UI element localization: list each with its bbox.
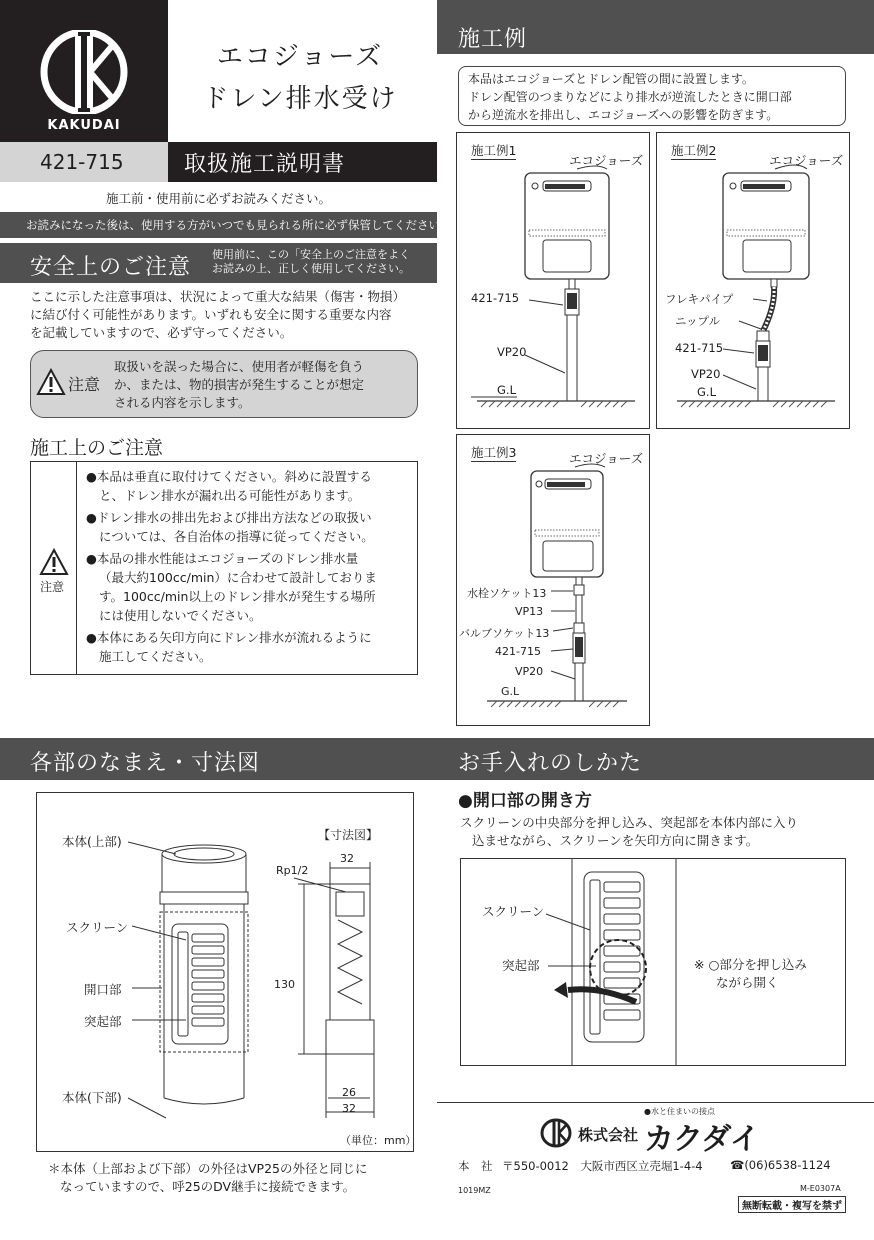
example-1-heater-label: エコジョーズ — [569, 153, 644, 168]
example-3-valve-label: バルブソケット13 — [459, 627, 550, 640]
footer-company-kana: カクダイ — [644, 1122, 759, 1157]
product-line-1: エコジョーズ — [216, 42, 384, 72]
care-label-screen: スクリーン — [482, 904, 545, 919]
safety-title: 安全上のご注意 — [30, 255, 192, 280]
example-2-drawing — [657, 133, 851, 430]
example-2-pipe-label: VP20 — [691, 367, 721, 381]
install-notes-title: 施工上のご注意 — [30, 437, 164, 459]
parts-title: 各部のなまえ・寸法図 — [30, 751, 261, 776]
example-2-nipple-label: ニップル — [675, 314, 721, 328]
list-item — [86, 628, 412, 666]
example-3-drawing — [457, 435, 651, 727]
safety-sub-2: お読みの上、正しく使用してください。 — [212, 262, 410, 275]
example-3-title: 施工例3 — [471, 445, 517, 460]
item-line: ●本品は垂直に取付けてください。斜めに設置する — [86, 469, 372, 484]
item-line: ●本品の排水性能はエコジョーズのドレン排水量 — [86, 551, 359, 566]
care-title: お手入れのしかた — [458, 751, 643, 776]
safety-intro-2: に結び付く可能性があります。いずれも安全に関する重要な内容 — [30, 307, 392, 322]
dim-26: 26 — [342, 1086, 356, 1099]
example-3-pipe-label: VP20 — [515, 665, 544, 678]
footer-divider — [437, 1102, 874, 1103]
dim-32-top: 32 — [340, 852, 354, 865]
caution-text-3: される内容を示します。 — [114, 395, 251, 410]
install-notes-icon-label: 注意 — [40, 580, 65, 594]
examples-title: 施工例 — [458, 27, 528, 52]
example-2-title: 施工例2 — [671, 143, 717, 158]
label-protrusion: 突起部 — [84, 1014, 122, 1029]
safety-sub — [212, 248, 410, 276]
example-3-part-label: 421-715 — [495, 645, 541, 658]
warning-triangle-icon — [39, 548, 69, 576]
example-1-title: 施工例1 — [471, 143, 517, 158]
footer-company: 株式会社 — [578, 1126, 639, 1144]
example-1-pipe-label: VP20 — [497, 345, 527, 359]
footer-code-right: M-E0307A — [800, 1184, 841, 1193]
safety-intro — [30, 288, 430, 342]
keep-notice: お読みになった後は、使用する方がいつでも見られる所に必ず保管してください。 — [26, 218, 452, 232]
examples-desc-2: ドレン配管のつまりなどにより排水が逆流したときに開口部 — [468, 90, 792, 104]
install-notes-divider — [76, 461, 77, 675]
dim-rp: Rp1/2 — [276, 864, 309, 877]
example-3-heater-label: エコジョーズ — [569, 451, 644, 466]
footer-copyright: 無断転載・複写を禁ず — [738, 1196, 846, 1213]
footer-address: 〒550-0012 大阪市西区立売堀1-4-4 — [502, 1159, 703, 1173]
item-line: （最大約100cc/min）に合わせて設計しておりま — [99, 570, 377, 585]
caution-label: 注意 — [68, 375, 101, 394]
care-note-2: ながら開く — [716, 975, 779, 990]
example-1-panel — [456, 132, 650, 429]
dim-title: 【寸法図】 — [318, 828, 379, 842]
care-note-1: ※ ○部分を押し込み — [694, 957, 807, 972]
label-upper: 本体(上部) — [62, 834, 122, 849]
warning-triangle-icon — [36, 368, 66, 396]
label-screen: スクリーン — [66, 920, 129, 935]
caution-text-1: 取扱いを誤った場合に、使用者が軽傷を負う — [114, 359, 365, 374]
label-lower: 本体(下部) — [62, 1090, 122, 1105]
example-2-panel — [656, 132, 850, 429]
install-notes-list — [86, 467, 412, 666]
example-1-gl-label: G.L — [497, 383, 516, 397]
parts-note — [48, 1160, 368, 1196]
example-3-vp13-label: VP13 — [515, 605, 544, 618]
examples-desc-3: から逆流水を排出し、エコジョーズへの影響を防ぎます。 — [468, 108, 779, 122]
care-note — [694, 956, 807, 992]
list-item — [86, 549, 412, 625]
item-line: については、各自治体の指導に従ってください。 — [99, 529, 374, 544]
part-number: 421-715 — [40, 150, 124, 174]
care-desc — [460, 814, 798, 850]
list-item — [86, 508, 412, 546]
dim-32-bottom: 32 — [342, 1102, 356, 1115]
item-line: 施工してください。 — [99, 649, 212, 664]
care-desc-2: 込ませながら、スクリーンを矢印方向に開きます。 — [472, 833, 759, 848]
footer-phone: ☎(06)6538-1124 — [730, 1158, 831, 1172]
doc-title: 取扱施工説明書 — [184, 152, 346, 177]
read-before-notice: 施工前・使用前に必ずお読みください。 — [105, 191, 331, 206]
safety-intro-1: ここに示した注意事項は、状況によって重大な結果（傷害・物損） — [30, 289, 406, 304]
item-line: ●ドレン排水の排出先および排出方法などの取扱い — [86, 510, 372, 525]
brand-name: KAKUDAI — [47, 118, 121, 133]
item-line: ●本体にある矢印方向にドレン排水が流れるように — [86, 630, 372, 645]
care-label-protrusion: 突起部 — [502, 958, 540, 973]
dim-unit: （単位：mm） — [340, 1134, 417, 1147]
kakudai-logo-icon — [540, 1118, 572, 1148]
product-line-2: ドレン排水受け — [202, 84, 398, 114]
example-2-gl-label: G.L — [697, 385, 716, 399]
footer-hq-label: 本 社 — [458, 1159, 493, 1173]
list-item — [86, 467, 412, 505]
item-line: には使用しないでください。 — [99, 608, 262, 623]
item-line: す。100cc/min以上のドレン排水が発生する場所 — [99, 589, 376, 604]
item-line: と、ドレン排水が漏れ出る可能性があります。 — [99, 488, 361, 503]
parts-note-1: ＊本体（上部および下部）の外径はVP25の外径と同じに — [48, 1161, 368, 1176]
example-3-gl-label: G.L — [501, 685, 520, 698]
label-opening: 開口部 — [84, 982, 122, 997]
safety-sub-1: 使用前に、この「安全上のご注意をよく — [212, 248, 410, 261]
safety-intro-3: を記載していますので、必ず守ってください。 — [30, 325, 293, 340]
footer-code-left: 1019MZ — [458, 1186, 491, 1195]
examples-desc-1: 本品はエコジョーズとドレン配管の間に設置します。 — [468, 72, 754, 86]
example-2-flex-label: フレキパイプ — [665, 292, 734, 306]
example-2-part-label: 421-715 — [675, 341, 724, 355]
dim-130: 130 — [274, 978, 295, 991]
care-desc-1: スクリーンの中央部分を押し込み、突起部を本体内部に入り — [460, 815, 799, 830]
kakudai-logo-icon — [40, 30, 128, 114]
examples-desc — [468, 70, 792, 124]
footer-tagline: ●水と住まいの接点 — [644, 1107, 715, 1116]
care-subtitle: ●開口部の開き方 — [458, 791, 592, 811]
example-3-panel — [456, 434, 650, 726]
caution-text-2: か、または、物的損害が発生することが想定 — [114, 377, 365, 392]
example-1-drawing — [457, 133, 651, 430]
product-title — [180, 36, 420, 120]
example-1-part-label: 421-715 — [471, 291, 520, 305]
example-2-heater-label: エコジョーズ — [769, 153, 844, 168]
brand-block — [0, 0, 168, 142]
caution-text — [114, 358, 364, 412]
example-3-socket-label: 水栓ソケット13 — [467, 587, 547, 600]
parts-note-2: なっていますので、呼25のDV継手に接続できます。 — [60, 1179, 356, 1194]
